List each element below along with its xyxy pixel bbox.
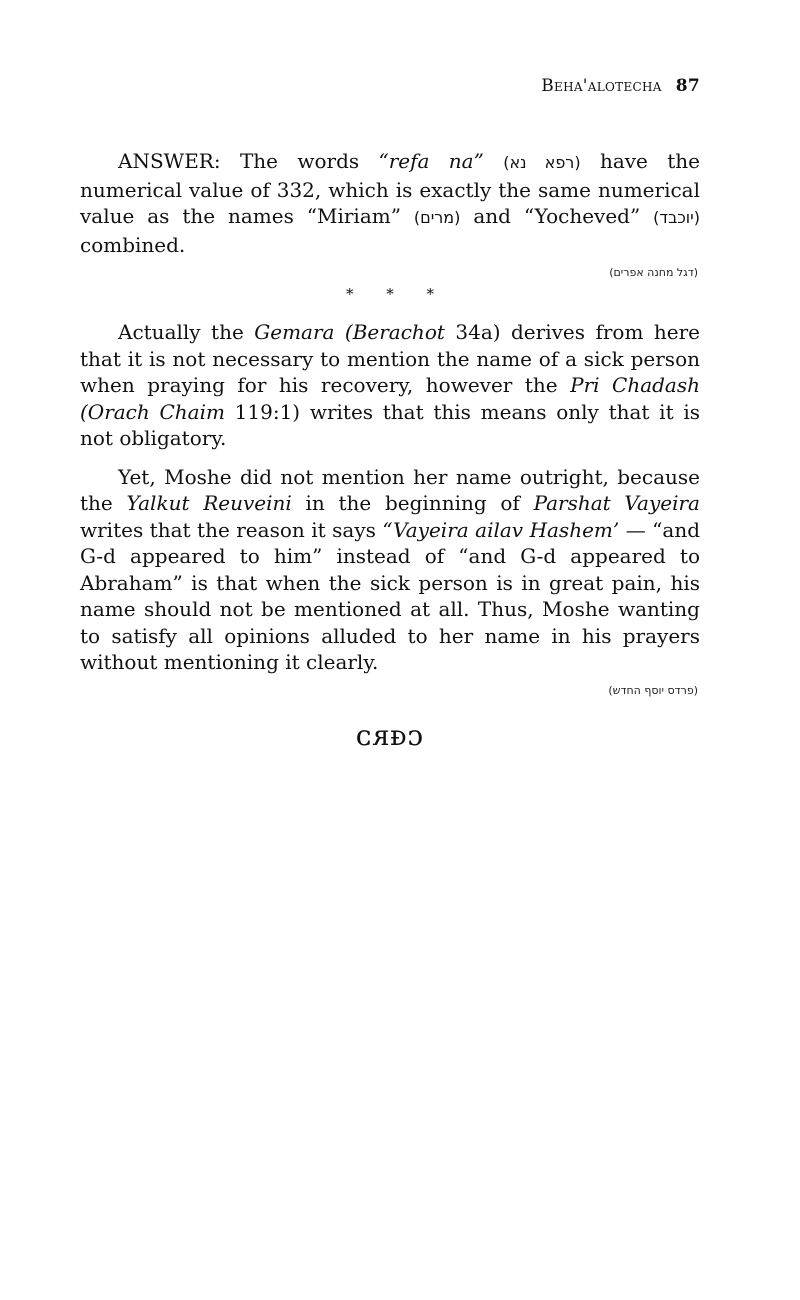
yalkut-reference: Yalkut Reuveini <box>126 491 292 515</box>
refa-na-term: “refa na” <box>378 149 484 173</box>
pri-chadash-reference: Pri Chadash (Orach Chaim <box>80 373 701 424</box>
page-number: 87 <box>675 76 700 96</box>
para3-text-3: writes that the reason it says <box>80 517 383 542</box>
para3-text-4: — “and G-d appeared to him” instead of “and G-d appeared to Abraham” is that when the sick person is in great pain, his name should not be mentioned at all. Thus, Moshe wanting to satisfy all opinions alluded to her name in his prayers without mentioning it clearly. <box>80 517 701 674</box>
section-separator: * * * <box>345 285 449 303</box>
para3-text-1: Yet, Moshe did not mention her name outright, because the <box>80 464 700 515</box>
answer-paragraph <box>80 148 700 258</box>
end-ornament: ᴄᴙᴆᴐ <box>355 718 425 752</box>
parshat-reference: Parshat Vayeira <box>533 491 700 515</box>
source-citation-2: (פרדס יוסף החדש) <box>608 683 698 697</box>
refa-na-hebrew: (רפא נא) <box>503 153 581 172</box>
paragraph-yalkut <box>80 464 700 676</box>
para2-text-3: 119:1) writes that this means only that it is not obligatory. <box>80 399 700 450</box>
gemara-reference: Gemara (Berachot <box>254 320 445 344</box>
source-citation-1: (דגל מחנה אפרים) <box>609 266 698 279</box>
vayeira-quote: “Vayeira ailav Hashem’ <box>382 517 620 542</box>
para2-text-2: 34a) derives from here that it is not necessary to mention the name of a sick person when praying for his recovery, however the <box>80 320 701 397</box>
answer-text-4: combined. <box>80 232 186 257</box>
miriam-hebrew: (מרים) <box>413 208 461 227</box>
running-head <box>541 76 700 96</box>
answer-text-2: have the numerical value of 332, which is exactly the same numerical value as the names “Miriam” <box>80 149 700 228</box>
para2-text-1: Actually the <box>118 320 255 344</box>
running-head-title: Beha'alotecha <box>541 76 662 96</box>
yocheved-hebrew: (יוכבד) <box>653 208 700 227</box>
para3-text-2: in the beginning of <box>291 491 534 515</box>
answer-text-1: ANSWER: The words <box>118 149 379 173</box>
page-body <box>80 148 700 752</box>
answer-text-3: and “Yocheved” <box>460 204 654 228</box>
paragraph-gemara <box>80 319 700 452</box>
